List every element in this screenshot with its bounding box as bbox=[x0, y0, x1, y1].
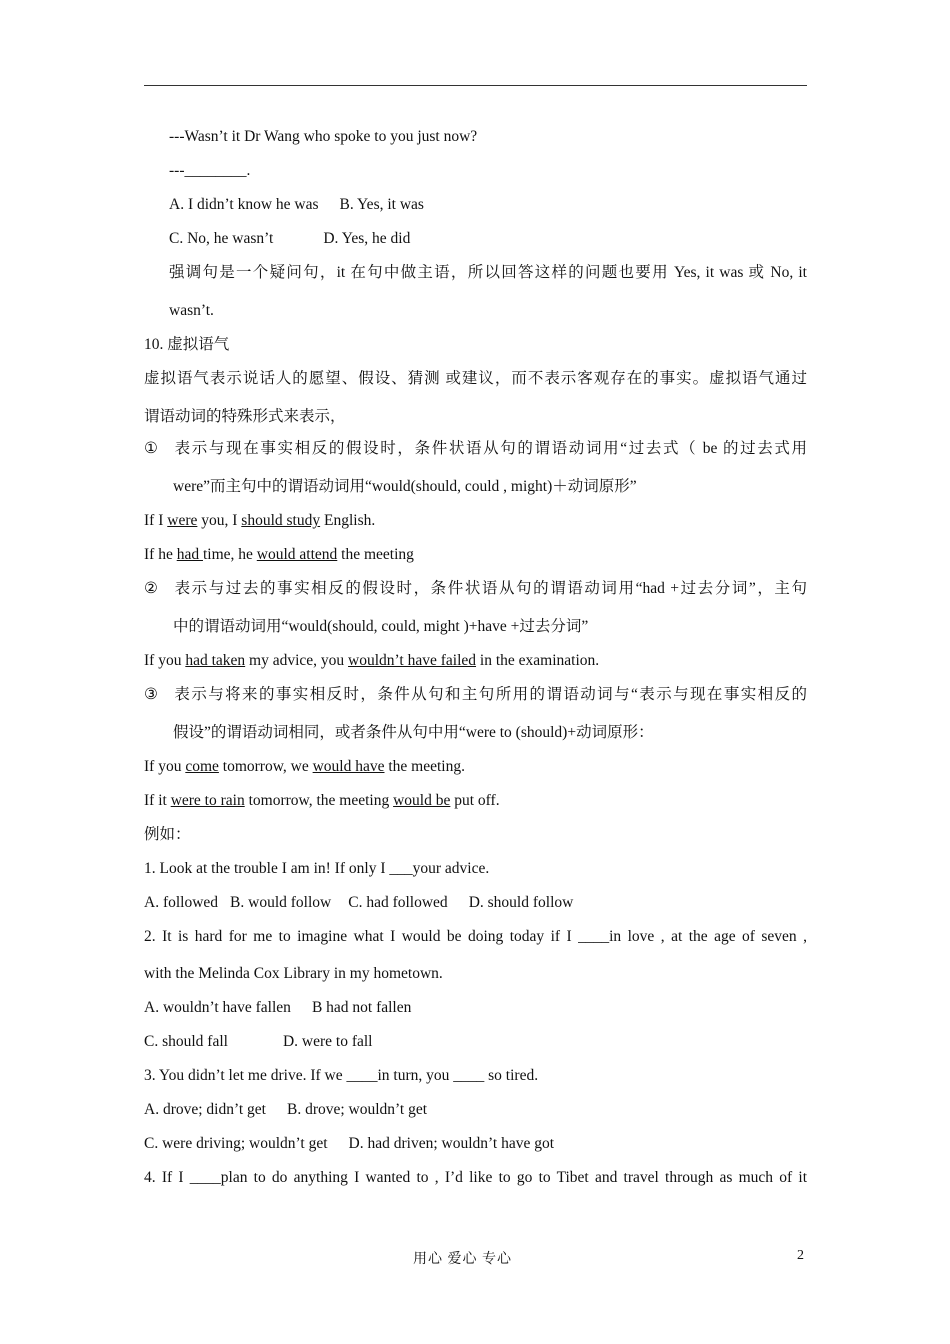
example-3a bbox=[144, 756, 807, 778]
ex-text: the meeting. bbox=[384, 758, 465, 775]
ex-text: English. bbox=[320, 512, 376, 529]
exercise-2-line2: with the Melinda Cox Library in my hometown. bbox=[144, 965, 443, 982]
ex-underlined: were to rain bbox=[170, 792, 245, 809]
ex-underlined: should study bbox=[241, 512, 321, 529]
header-rule bbox=[144, 85, 807, 86]
ex1-option-a: A. followed bbox=[144, 894, 219, 911]
section-intro-line2: 谓语动词的特殊形式来表示， bbox=[144, 408, 346, 425]
rule3-text: 表示与将来的事实相反时，条件从句和主句所用的谓语动词与“表示与现在事实相反的 bbox=[173, 686, 807, 703]
rule2-line1 bbox=[144, 578, 807, 600]
q9-question: ---Wasn’t it Dr Wang who spoke to you just now? bbox=[169, 128, 478, 145]
ex-text: time, he bbox=[202, 546, 257, 563]
section-heading: 10. 虚拟语气 bbox=[144, 336, 230, 353]
ex-underlined: had taken bbox=[185, 652, 246, 669]
ex1-option-d: D. should follow bbox=[468, 894, 574, 911]
rule1-line1 bbox=[144, 438, 807, 460]
q9-options-ab bbox=[169, 194, 807, 216]
rule3-marker: ③ bbox=[144, 686, 158, 703]
ex2-option-b: B had not fallen bbox=[311, 999, 412, 1016]
exercise-2-options-ab bbox=[144, 997, 807, 1019]
rule2-line2: 中的谓语动词用“would(should, could, might )+have +过去分词” bbox=[173, 618, 589, 635]
ex3-option-b: B. drove; wouldn’t get bbox=[286, 1101, 428, 1118]
ex1-option-c: C. had followed bbox=[348, 894, 448, 911]
example-1a bbox=[144, 510, 807, 532]
examples-label: 例如： bbox=[144, 826, 191, 843]
ex-text: If you bbox=[144, 758, 186, 775]
rule1-line2: were”而主句中的谓语动词用“would(should, could , might)＋动词原形” bbox=[173, 478, 637, 495]
rule1-marker: ① bbox=[144, 440, 158, 457]
ex-text: tomorrow, we bbox=[218, 758, 313, 775]
ex-text: the meeting bbox=[337, 546, 414, 563]
ex2-option-d: D. were to fall bbox=[282, 1033, 373, 1050]
exercise-3-options-cd bbox=[144, 1133, 807, 1155]
ex3-option-d: D. had driven; wouldn’t have got bbox=[348, 1135, 555, 1152]
ex-text: in the examination. bbox=[476, 652, 600, 669]
ex-text: my advice, you bbox=[245, 652, 349, 669]
ex-underlined: would be bbox=[393, 792, 451, 809]
example-1b bbox=[144, 544, 807, 566]
q9-option-c: C. No, he wasn’t bbox=[169, 230, 274, 247]
ex-underlined: would have bbox=[312, 758, 385, 775]
ex-text: you, I bbox=[197, 512, 242, 529]
ex-text: tomorrow, the meeting bbox=[244, 792, 394, 809]
q9-option-b: B. Yes, it was bbox=[339, 196, 424, 213]
ex-underlined: had bbox=[176, 546, 203, 563]
example-3b bbox=[144, 790, 807, 812]
q9-option-d: D. Yes, he did bbox=[323, 230, 411, 247]
rule3-line1 bbox=[144, 684, 807, 706]
q9-explanation-line2: wasn’t. bbox=[169, 302, 214, 319]
example-2 bbox=[144, 650, 807, 672]
ex-text: If I bbox=[144, 512, 168, 529]
page-number: 2 bbox=[797, 1248, 804, 1263]
ex1-option-b: B. would follow bbox=[230, 894, 332, 911]
q9-options-cd bbox=[169, 228, 807, 250]
rule2-text: 表示与过去的事实相反的假设时，条件状语从句的谓语动词用“had +过去分词”，主句 bbox=[173, 580, 807, 597]
rule3-line2: 假设”的谓语动词相同，或者条件从句中用“were to (should)+动词原形： bbox=[173, 724, 654, 741]
ex2-option-a: A. wouldn’t have fallen bbox=[144, 999, 291, 1016]
ex-underlined: were bbox=[167, 512, 198, 529]
footer-motto: 用心 爱心 专心 bbox=[413, 1252, 512, 1267]
ex-underlined: would attend bbox=[256, 546, 338, 563]
ex3-option-c: C. were driving; wouldn’t get bbox=[144, 1135, 328, 1152]
ex-underlined: come bbox=[185, 758, 219, 775]
ex3-option-a: A. drove; didn’t get bbox=[144, 1101, 266, 1118]
ex-underlined: wouldn’t have failed bbox=[348, 652, 477, 669]
exercise-3-question: 3. You didn’t let me drive. If we ____in turn, you ____ so tired. bbox=[144, 1067, 539, 1084]
exercise-4-line1: 4. If I ____plan to do anything I wanted to , I’d like to go to Tibet and travel through as much of it bbox=[144, 1169, 807, 1186]
ex-text: put off. bbox=[450, 792, 500, 809]
ex-text: If you bbox=[144, 652, 186, 669]
exercise-2-options-cd bbox=[144, 1031, 807, 1053]
q9-answer-blank: ---________. bbox=[169, 162, 251, 179]
section-intro-line1: 虚拟语气表示说话人的愿望、假设、猜测 或建议，而不表示客观存在的事实。虚拟语气通过 bbox=[144, 370, 807, 387]
ex2-option-c: C. should fall bbox=[144, 1033, 228, 1050]
exercise-2-line1: 2. It is hard for me to imagine what I would be doing today if I ____in love , at the age of seven , bbox=[144, 928, 807, 945]
exercise-1-options bbox=[144, 892, 807, 914]
exercise-3-options-ab bbox=[144, 1099, 807, 1121]
ex-text: If he bbox=[144, 546, 177, 563]
q9-option-a: A. I didn’t know he was bbox=[169, 196, 319, 213]
exercise-1-question: 1. Look at the trouble I am in! If only I ___your advice. bbox=[144, 860, 490, 877]
ex-text: If it bbox=[144, 792, 171, 809]
rule1-text: 表示与现在事实相反的假设时，条件状语从句的谓语动词用“过去式（ be 的过去式用 bbox=[173, 440, 807, 457]
rule2-marker: ② bbox=[144, 580, 158, 597]
q9-explanation-line1: 强调句是一个疑问句，it 在句中做主语，所以回答这样的问题也要用 Yes, it was 或 No, it bbox=[169, 264, 807, 281]
